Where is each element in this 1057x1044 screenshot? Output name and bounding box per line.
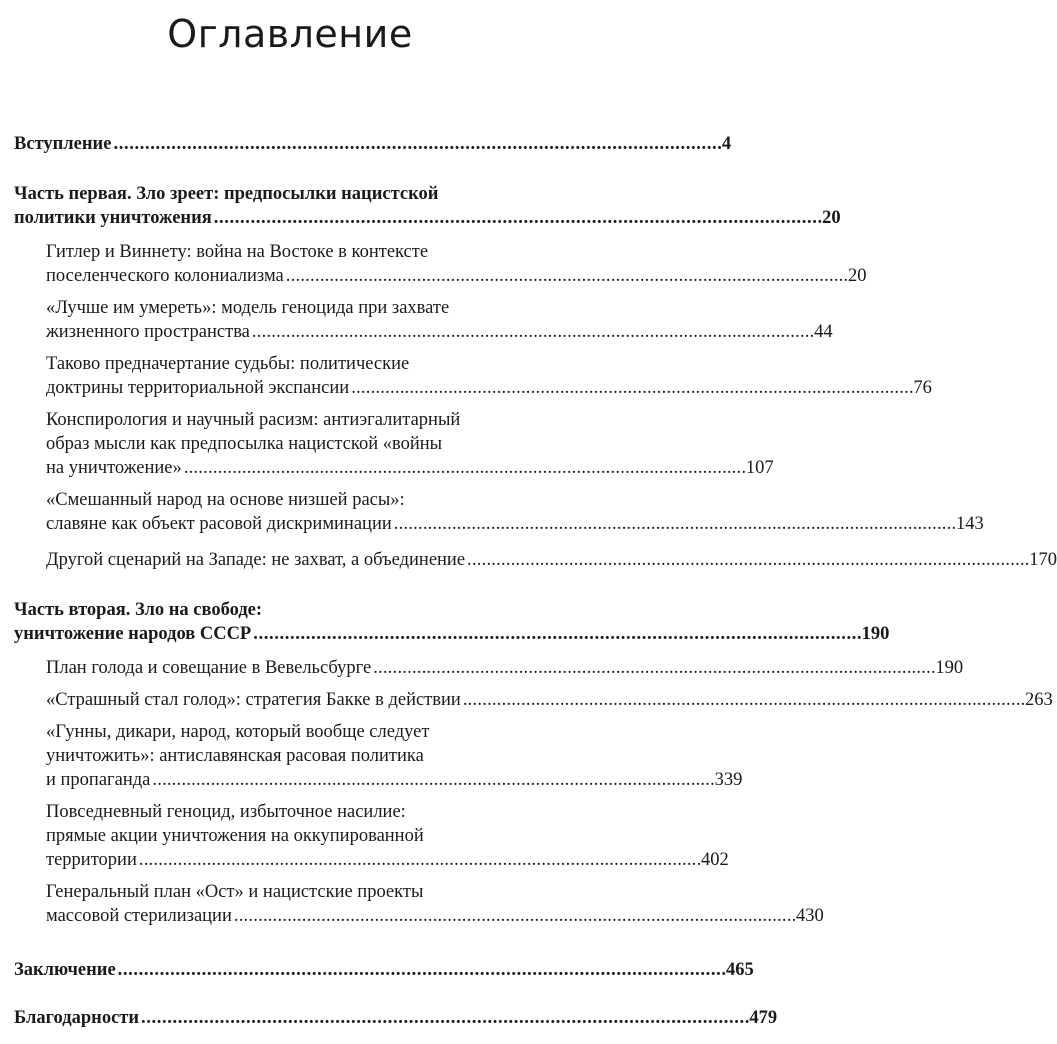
toc-chapter-title-line: Генеральный план «Ост» и нацистские проекты bbox=[46, 882, 424, 902]
toc-page-number: 20 bbox=[822, 208, 841, 228]
toc-chapter-title: территории bbox=[46, 850, 137, 870]
toc-chapter-title-line: Таково предначертание судьбы: политические bbox=[46, 354, 410, 374]
toc-entry-title: Благодарности bbox=[14, 1008, 140, 1028]
toc-chapter-title: поселенческого колониализма bbox=[46, 266, 284, 286]
toc-chapter bbox=[14, 720, 743, 792]
toc-chapter-title-line: «Смешанный народ на основе низшей расы»: bbox=[46, 490, 405, 510]
page-title: Оглавление bbox=[167, 12, 413, 56]
dot-leader bbox=[118, 958, 724, 982]
toc-page-number: 76 bbox=[913, 378, 932, 398]
dot-leader bbox=[252, 320, 812, 344]
toc-chapter-title-line: Конспирология и научный расизм: антиэгалитарный bbox=[46, 410, 461, 430]
toc-chapter-title: доктрины территориальной экспансии bbox=[46, 378, 350, 398]
toc-chapter-title-line: Гитлер и Виннету: война на Востоке в контексте bbox=[46, 242, 429, 262]
toc-page-number: 430 bbox=[796, 906, 824, 926]
toc-chapter bbox=[14, 240, 867, 288]
toc-chapter bbox=[14, 800, 729, 872]
toc-chapter-title-line: уничтожить»: антиславянская расовая политика bbox=[46, 746, 424, 766]
toc-page-number: 402 bbox=[701, 850, 729, 870]
dot-leader bbox=[286, 264, 846, 288]
toc-chapter-title: на уничтожение» bbox=[46, 458, 182, 478]
dot-leader bbox=[184, 456, 744, 480]
toc-chapter bbox=[14, 688, 1053, 712]
dot-leader bbox=[351, 376, 911, 400]
toc-chapter-title: и пропаганда bbox=[46, 770, 151, 790]
dot-leader bbox=[113, 132, 719, 156]
toc-chapter-title-line: Повседневный геноцид, избыточное насилие: bbox=[46, 802, 406, 822]
dot-leader bbox=[253, 622, 859, 646]
toc-entry-part1 bbox=[14, 182, 841, 230]
toc-entry-part2 bbox=[14, 598, 890, 646]
toc-chapter-title: План голода и совещание в Вевельсбурге bbox=[46, 658, 372, 678]
toc-chapter bbox=[14, 656, 964, 680]
toc-entry-conclusion bbox=[14, 958, 754, 982]
toc-page-number: 4 bbox=[721, 134, 732, 154]
toc-page-number: 190 bbox=[935, 658, 964, 678]
toc-page-number: 479 bbox=[749, 1008, 778, 1028]
toc-page-number: 44 bbox=[814, 322, 833, 342]
dot-leader bbox=[463, 688, 1023, 712]
dot-leader bbox=[139, 848, 699, 872]
toc-page-number: 465 bbox=[726, 960, 754, 980]
toc-chapter-title-line: «Гунны, дикари, народ, который вообще следует bbox=[46, 722, 430, 742]
toc-page-number: 143 bbox=[955, 514, 984, 534]
toc-page-number: 107 bbox=[745, 458, 774, 478]
toc-chapter bbox=[14, 296, 833, 344]
toc-chapter-title: жизненного пространства bbox=[46, 322, 250, 342]
toc-chapter bbox=[14, 488, 984, 536]
toc-page-number: 263 bbox=[1025, 690, 1053, 710]
toc-chapter-title-line: образ мысли как предпосылка нацистской «войны bbox=[46, 434, 443, 454]
toc-page-number: 170 bbox=[1029, 550, 1057, 570]
toc-chapter bbox=[14, 880, 824, 928]
toc-chapter-title: славяне как объект расовой дискриминации bbox=[46, 514, 392, 534]
toc-entry-title: уничтожение народов СССР bbox=[14, 624, 252, 644]
dot-leader bbox=[394, 512, 954, 536]
toc-page-number: 339 bbox=[714, 770, 743, 790]
toc-entry-title-line: Часть вторая. Зло на свободе: bbox=[14, 600, 263, 620]
toc-chapter bbox=[14, 408, 774, 480]
dot-leader bbox=[214, 206, 820, 230]
toc-entry-title: Заключение bbox=[14, 960, 116, 980]
dot-leader bbox=[373, 656, 933, 680]
toc-chapter-title: «Страшный стал голод»: стратегия Бакке в действии bbox=[46, 690, 461, 710]
toc-entry-title-line: Часть первая. Зло зреет: предпосылки нацистской bbox=[14, 184, 439, 204]
toc-chapter-title-line: «Лучше им умереть»: модель геноцида при захвате bbox=[46, 298, 450, 318]
dot-leader bbox=[141, 1006, 747, 1030]
dot-leader bbox=[234, 904, 794, 928]
toc-entry-intro bbox=[14, 132, 732, 156]
toc-chapter bbox=[14, 548, 1057, 572]
toc-entry-title: Вступление bbox=[14, 134, 112, 154]
toc-chapter-title: Другой сценарий на Западе: не захват, а объединение bbox=[46, 550, 466, 570]
dot-leader bbox=[467, 548, 1027, 572]
toc-page-number: 20 bbox=[847, 266, 867, 286]
toc-chapter-title-line: прямые акции уничтожения на оккупированной bbox=[46, 826, 424, 846]
dot-leader bbox=[152, 768, 712, 792]
toc-chapter-title: массовой стерилизации bbox=[46, 906, 232, 926]
toc-chapter bbox=[14, 352, 932, 400]
toc-entry-title: политики уничтожения bbox=[14, 208, 212, 228]
toc-page-number: 190 bbox=[861, 624, 890, 644]
toc-entry-acknowledgements bbox=[14, 1006, 778, 1030]
